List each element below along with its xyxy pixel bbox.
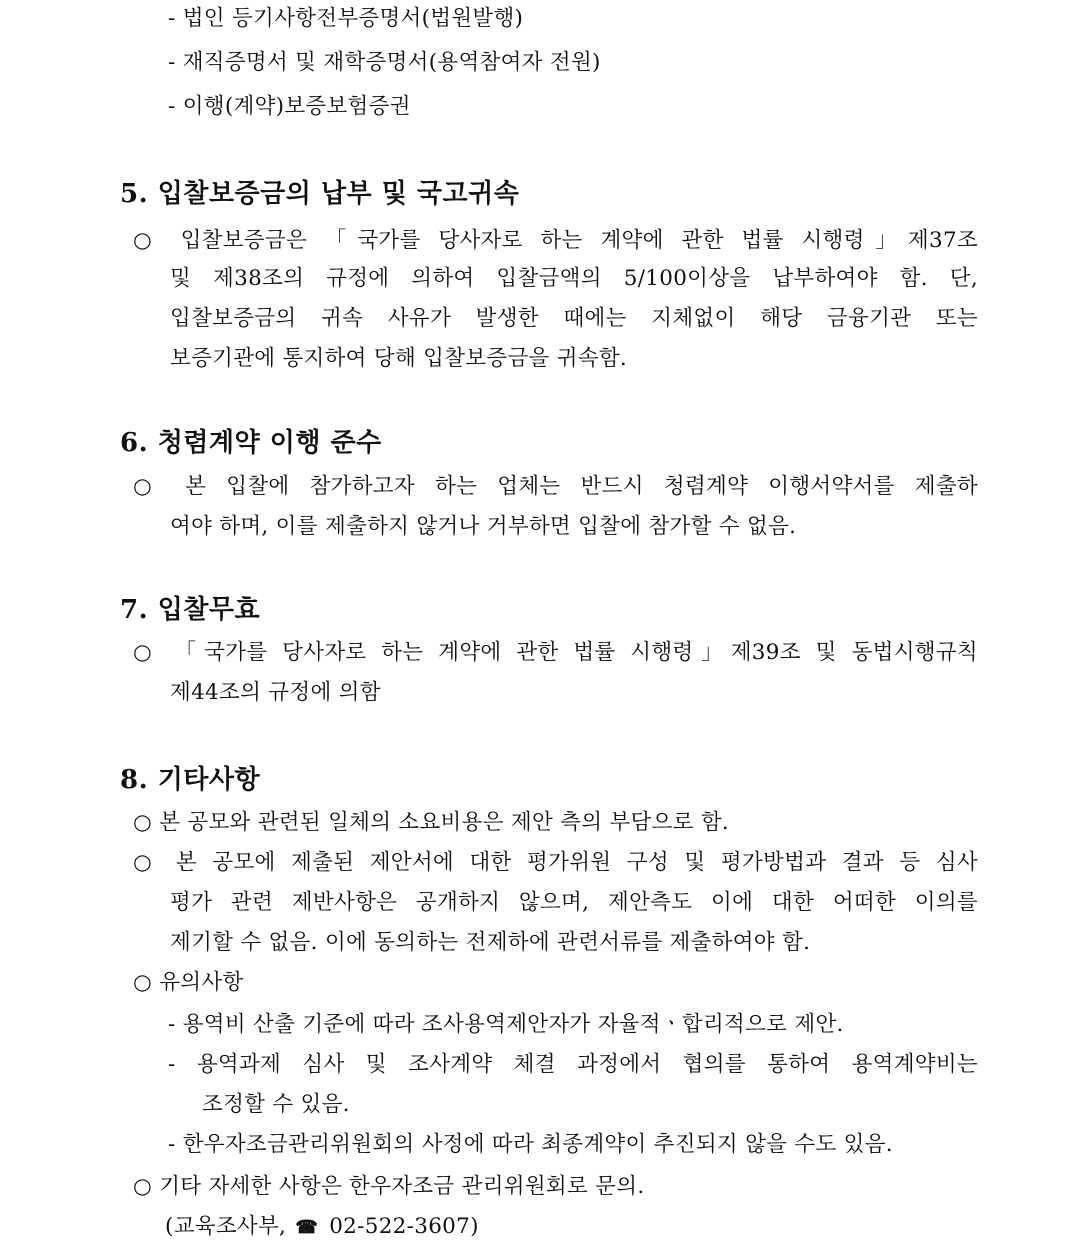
notice-item: - 용역과제 심사 및 조사계약 체결 과정에서 협의를 통하여 용역계약비는 — [168, 1052, 978, 1077]
section-8-line: 평가 관련 제반사항은 공개하지 않으며, 제안측도 이에 대한 어떠한 이의를 — [170, 890, 978, 915]
section-6-line: ○ 본 입찰에 참가하고자 하는 업체는 반드시 청렴계약 이행서약서를 제출하 — [133, 474, 978, 499]
contact-department: (교육조사부, — [165, 1214, 287, 1239]
section-6-heading: 6. 청렴계약 이행 준수 — [120, 428, 382, 458]
notice-item: - 용역비 산출 기준에 따라 조사용역제안자가 자율적ㆍ합리적으로 제안. — [168, 1012, 844, 1037]
section-7-line: 제44조의 규정에 의함 — [170, 680, 381, 705]
contact-line — [165, 1212, 479, 1243]
section-8-line: 제기할 수 없음. 이에 동의하는 전제하에 관련서류를 제출하여야 함. — [170, 930, 811, 955]
phone-icon: ☎ — [295, 1217, 319, 1238]
section-8-bullet: ○ 기타 자세한 사항은 한우자조금 관리위원회로 문의. — [133, 1174, 645, 1199]
list-item: - 재직증명서 및 재학증명서(용역참여자 전원) — [168, 50, 601, 75]
contact-phone: 02-522-3607) — [329, 1214, 479, 1239]
section-7-line: ○ 「국가를 당사자로 하는 계약에 관한 법률 시행령」제39조 및 동법시행규칙 — [133, 640, 978, 665]
section-8-heading: 8. 기타사항 — [120, 765, 261, 795]
notice-item: - 한우자조금관리위원회의 사정에 따라 최종계약이 추진되지 않을 수도 있음. — [168, 1132, 893, 1157]
section-5-heading: 5. 입찰보증금의 납부 및 국고귀속 — [120, 179, 520, 209]
section-6-line: 여야 하며, 이를 제출하지 않거나 거부하면 입찰에 참가할 수 없음. — [170, 514, 797, 539]
section-8-bullet: ○ 본 공모와 관련된 일체의 소요비용은 제안 측의 부담으로 함. — [133, 810, 730, 835]
notice-item-continued: 조정할 수 있음. — [202, 1092, 350, 1117]
section-5-line: 보증기관에 통지하여 당해 입찰보증금을 귀속함. — [170, 346, 628, 371]
section-8-bullet: ○ 유의사항 — [133, 970, 244, 995]
section-7-heading: 7. 입찰무효 — [120, 595, 261, 625]
section-5-line: 입찰보증금의 귀속 사유가 발생한 때에는 지체없이 해당 금융기관 또는 — [170, 306, 978, 331]
section-5-line: ○ 입찰보증금은 「국가를 당사자로 하는 계약에 관한 법률 시행령」제37조 — [133, 228, 978, 253]
list-item: - 법인 등기사항전부증명서(법원발행) — [168, 6, 524, 31]
section-5-line: 및 제38조의 규정에 의하여 입찰금액의 5/100이상을 납부하여야 함. 단, — [170, 266, 978, 291]
section-8-bullet: ○ 본 공모에 제출된 제안서에 대한 평가위원 구성 및 평가방법과 결과 등 심사 — [133, 850, 978, 875]
list-item: - 이행(계약)보증보험증권 — [168, 94, 411, 119]
